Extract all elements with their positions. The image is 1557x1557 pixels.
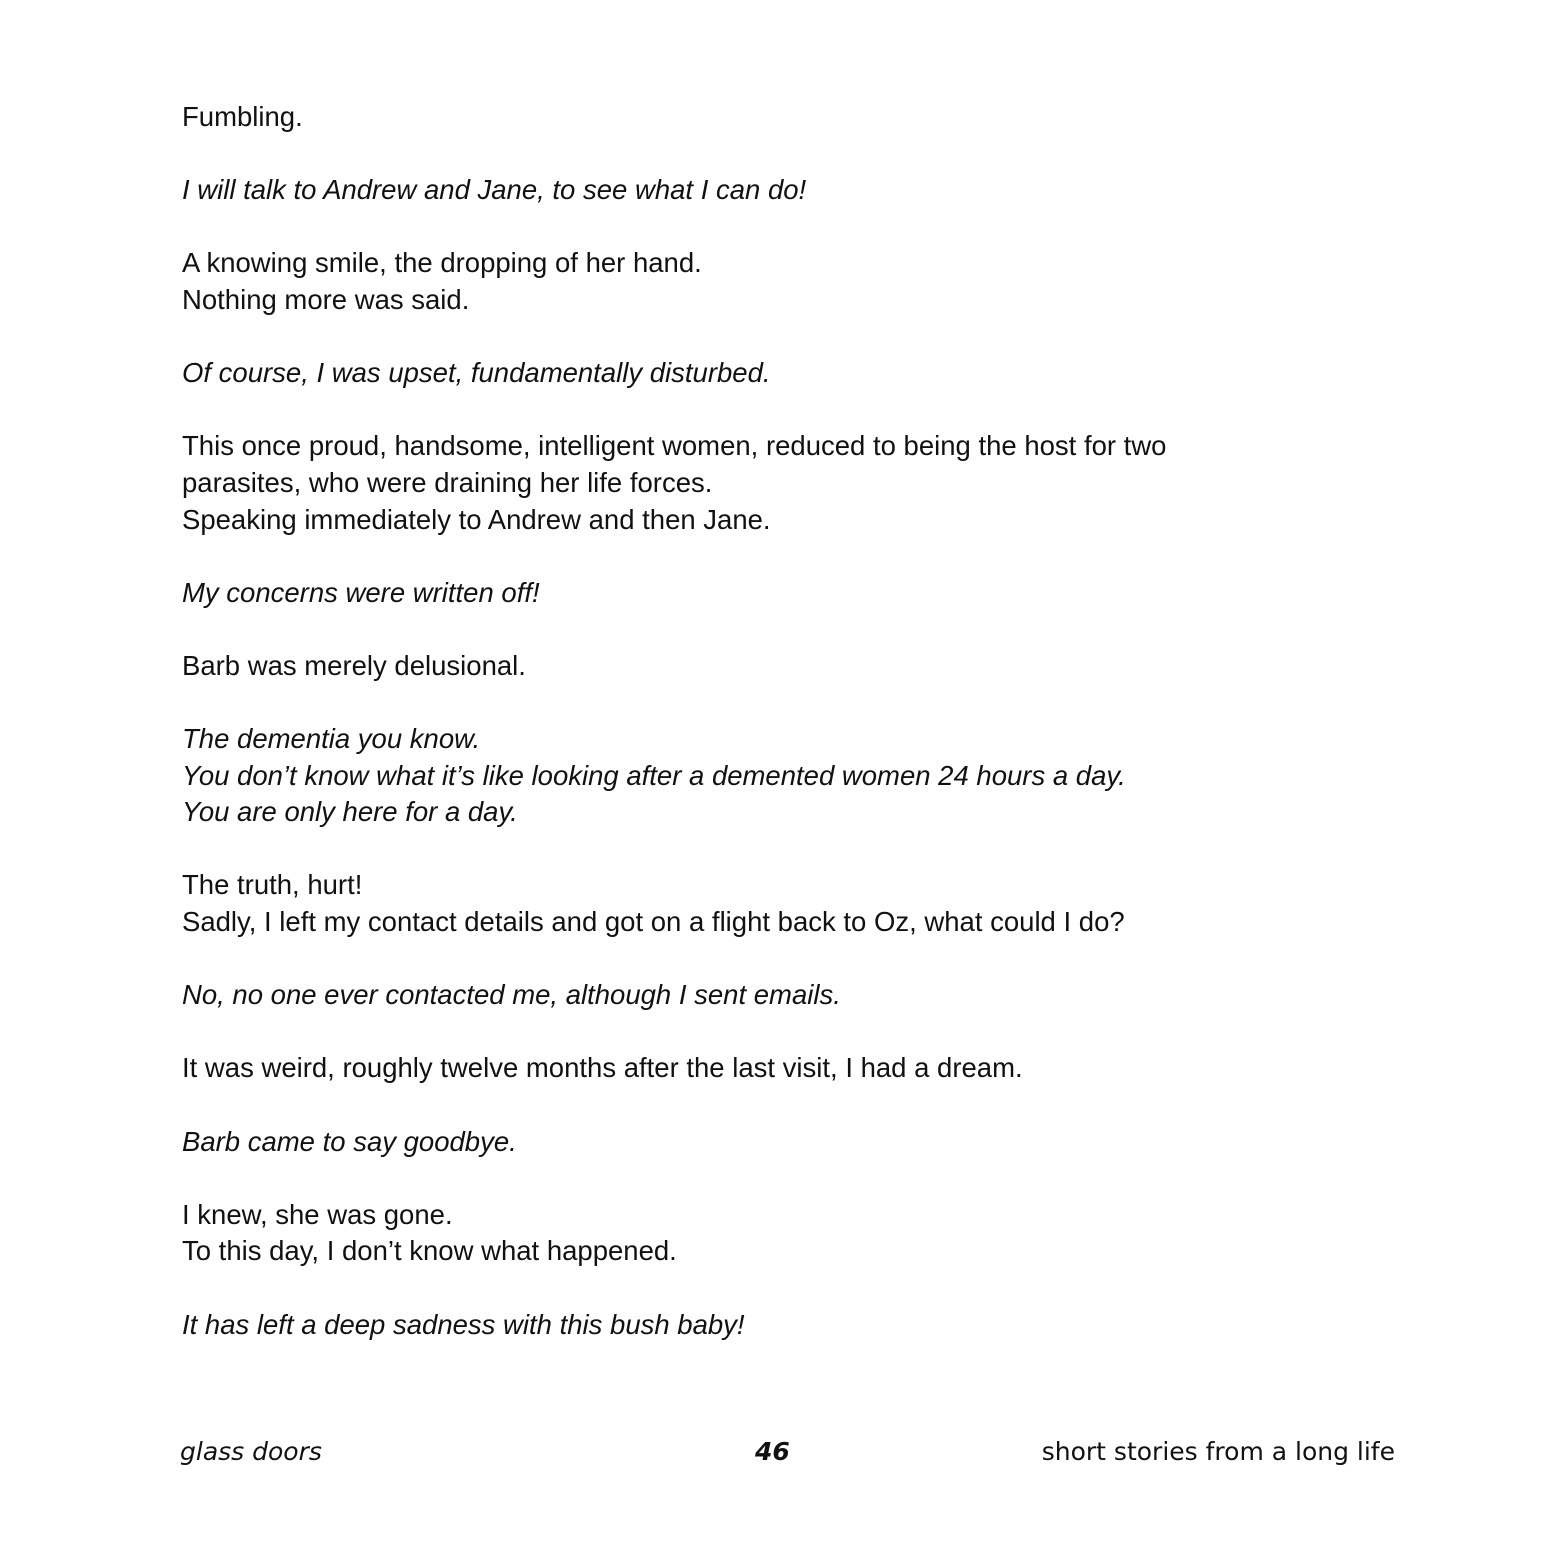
text-line: This once proud, handsome, intelligent women, reduced to being the host for two [182, 430, 1167, 462]
italic-paragraph [182, 575, 1382, 612]
italic-paragraph [182, 977, 1382, 1014]
text-line: The dementia you know. [182, 723, 481, 755]
paragraph [182, 1197, 1382, 1270]
paragraph [182, 867, 1382, 940]
text-line: No, no one ever contacted me, although I sent emails. [182, 979, 841, 1011]
text-line: parasites, who were draining her life forces. [182, 466, 713, 498]
text-line: Barb was merely delusional. [182, 649, 526, 681]
text-line: Speaking immediately to Andrew and then Jane. [182, 503, 771, 535]
text-line: My concerns were written off! [182, 576, 540, 608]
italic-paragraph [182, 1124, 1382, 1161]
page-body [182, 99, 1382, 1380]
text-line: Barb came to say goodbye. [182, 1125, 517, 1157]
text-line: Sadly, I left my contact details and got on a flight back to Oz, what could I do? [182, 906, 1125, 938]
paragraph [182, 648, 1382, 685]
footer-series-title: short stories from a long life [1041, 1437, 1395, 1466]
text-line: I knew, she was gone. [182, 1198, 453, 1230]
text-line: You don’t know what it’s like looking after a demented women 24 hours a day. [182, 759, 1126, 791]
text-line: To this day, I don’t know what happened. [182, 1235, 677, 1267]
paragraph [182, 99, 1382, 136]
italic-paragraph [182, 1307, 1382, 1344]
text-line: I will talk to Andrew and Jane, to see what I can do! [182, 174, 807, 206]
paragraph [182, 428, 1382, 538]
footer-book-title: glass doors [180, 1437, 322, 1466]
text-line: It has left a deep sadness with this bush baby! [182, 1308, 745, 1340]
page-footer [0, 1432, 1557, 1472]
text-line: The truth, hurt! [182, 869, 363, 901]
text-line: Of course, I was upset, fundamentally disturbed. [182, 357, 771, 389]
text-line: Fumbling. [182, 101, 303, 132]
text-line: A knowing smile, the dropping of her hand. [182, 247, 702, 279]
page-number: 46 [755, 1437, 790, 1466]
text-line: You are only here for a day. [182, 796, 518, 828]
paragraph [182, 1050, 1382, 1087]
italic-paragraph [182, 721, 1382, 831]
italic-paragraph [182, 355, 1382, 392]
italic-paragraph [182, 172, 1382, 209]
text-line: Nothing more was said. [182, 283, 470, 315]
paragraph [182, 245, 1382, 318]
text-line: It was weird, roughly twelve months after the last visit, I had a dream. [182, 1052, 1023, 1084]
